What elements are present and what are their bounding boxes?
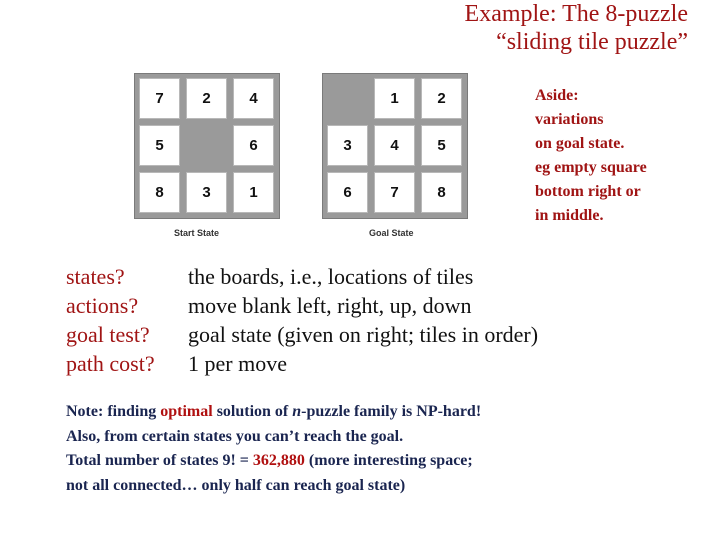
qa-answer: move blank left, right, up, down bbox=[188, 293, 472, 318]
aside-line: bottom right or bbox=[535, 183, 641, 200]
start-tile: 1 bbox=[233, 172, 274, 213]
title-line-2: “sliding tile puzzle” bbox=[496, 29, 688, 55]
goal-tile: 2 bbox=[421, 78, 462, 119]
start-tile: 4 bbox=[233, 78, 274, 119]
qa-answer: 1 per move bbox=[188, 351, 287, 376]
qa-row bbox=[66, 349, 538, 378]
note-text: Note: finding bbox=[66, 403, 161, 420]
problem-formulation bbox=[66, 262, 538, 378]
start-tile: 6 bbox=[233, 125, 274, 166]
qa-answer: the boards, i.e., locations of tiles bbox=[188, 264, 474, 289]
goal-tile: 8 bbox=[421, 172, 462, 213]
qa-row bbox=[66, 291, 538, 320]
start-tile: 7 bbox=[139, 78, 180, 119]
goal-tile: 4 bbox=[374, 125, 415, 166]
qa-question: goal test? bbox=[66, 322, 150, 347]
goal-state-caption: Goal State bbox=[369, 228, 414, 238]
goal-tile: 1 bbox=[374, 78, 415, 119]
goal-state-board bbox=[322, 73, 468, 219]
aside-line: in middle. bbox=[535, 207, 604, 224]
start-tile: 5 bbox=[139, 125, 180, 166]
complexity-note bbox=[66, 400, 646, 498]
qa-question: path cost? bbox=[66, 351, 155, 376]
title-line-1: Example: The 8-puzzle bbox=[464, 1, 688, 27]
qa-row bbox=[66, 262, 538, 291]
note-text: (more interesting space; bbox=[304, 452, 473, 469]
aside-line: Aside: bbox=[535, 87, 579, 104]
start-blank-cell bbox=[186, 125, 227, 166]
goal-blank-cell bbox=[327, 78, 368, 119]
qa-question: states? bbox=[66, 264, 125, 289]
start-tile: 3 bbox=[186, 172, 227, 213]
note-line-2: Also, from certain states you can’t reach the goal. bbox=[66, 427, 404, 445]
note-line-1 bbox=[66, 400, 646, 425]
qa-row bbox=[66, 320, 538, 349]
start-state-caption: Start State bbox=[174, 228, 220, 238]
goal-tile: 5 bbox=[421, 125, 462, 166]
goal-tile: 3 bbox=[327, 125, 368, 166]
note-text: solution of bbox=[212, 403, 293, 420]
n-variable: n bbox=[292, 403, 302, 420]
note-line-4: not all connected… only half can reach goal state) bbox=[66, 476, 406, 494]
note-text: -puzzle family is NP-hard! bbox=[301, 403, 482, 420]
note-line-3 bbox=[66, 449, 646, 474]
optimal-highlight: optimal bbox=[160, 403, 213, 420]
start-tile: 2 bbox=[186, 78, 227, 119]
slide-title bbox=[465, 0, 688, 56]
goal-tile: 7 bbox=[374, 172, 415, 213]
aside-line: variations bbox=[535, 111, 604, 128]
aside-line: on goal state. bbox=[535, 135, 625, 152]
start-tile: 8 bbox=[139, 172, 180, 213]
state-count-highlight: 362,880 bbox=[252, 452, 305, 469]
qa-answer: goal state (given on right; tiles in order) bbox=[188, 322, 539, 347]
aside-note bbox=[535, 84, 705, 228]
note-text: Total number of states 9! = bbox=[66, 452, 253, 469]
start-state-board bbox=[134, 73, 280, 219]
goal-tile: 6 bbox=[327, 172, 368, 213]
qa-question: actions? bbox=[66, 293, 139, 318]
aside-line: eg empty square bbox=[535, 159, 647, 176]
